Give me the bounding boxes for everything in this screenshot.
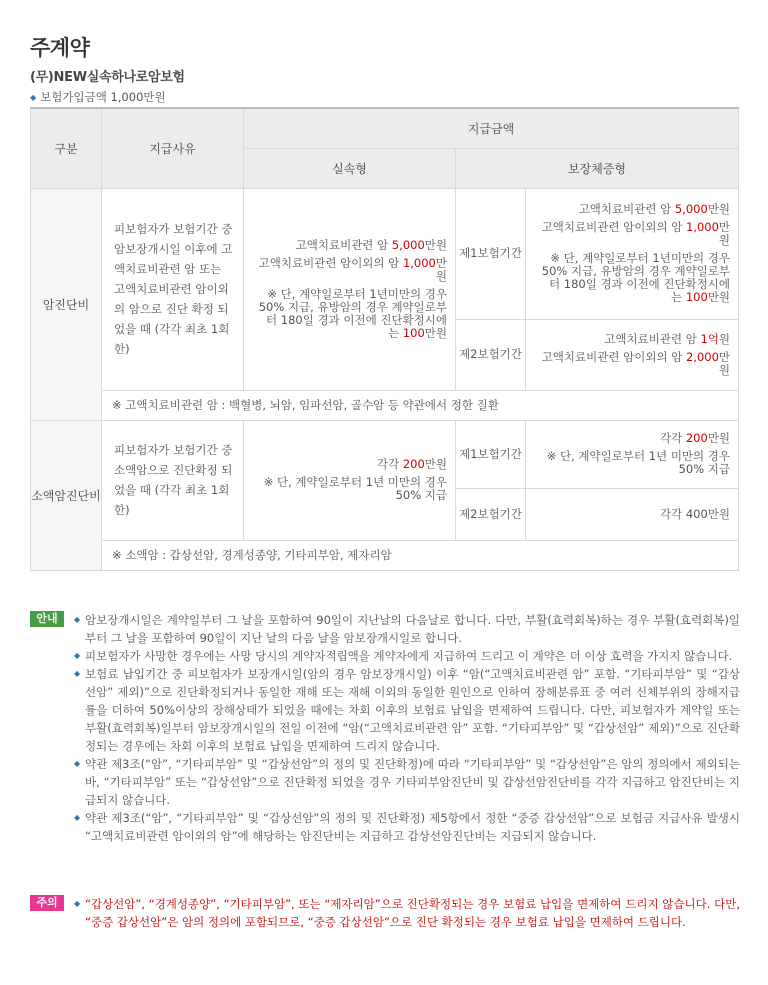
- cancer-silsok-amount: [244, 188, 456, 390]
- header-bojang: 보장체증형: [456, 148, 739, 188]
- diamond-bullet-icon: ◆: [74, 759, 81, 768]
- minor-footnote: ※ 소액암 : 갑상선암, 경계성종양, 기타피부암, 제자리암: [102, 540, 739, 570]
- list-item: ◆ “갑상선암”, “경계성종양”, “기타피부암”, 또는 “제자리암”으로 진단확정되는 경우 보험료 납입을 면제하여 드리지 않습니다. 다만, “중증 갑상선암”은 암의 정의에 포함되므로, “중증 갑상선암”으로 진단 확정되는 경우 보험료 납입을 면제하여 드립니다.: [74, 897, 740, 929]
- caution-list: [74, 895, 740, 931]
- minor-period2-amount: 각각 400만원: [526, 488, 739, 540]
- list-item: ◆ 피보험자가 사망한 경우에는 사망 당시의 계약자적립액을 계약자에게 지급하여 드리고 이 계약은 더 이상 효력을 가지지 않습니다.: [74, 649, 733, 663]
- minor-silsok-amount: [244, 420, 456, 540]
- cancer-reason: 피보험자가 보험기간 중 암보장개시일 이후에 고액치료비관련 암 또는 고액치료비관련 암이외의 암으로 진단 확정 되었을 때 (각각 최초 1회한): [102, 188, 244, 390]
- insured-amount: [30, 89, 166, 105]
- benefit-table: [30, 107, 739, 571]
- cancer-silsok-note: ※ 단, 계약일로부터 1년미만의 경우 50% 지급, 유방암의 경우 계약일로부터 180일 경과 이전에 진단확정시에는 100만원: [258, 286, 447, 340]
- cancer-footnote: ※ 고액치료비관련 암 : 백혈병, 뇌암, 임파선암, 골수암 등 약관에서 정한 질환: [102, 390, 739, 420]
- cancer-silsok-line2: 고액치료비관련 암이외의 암 1,000만원: [258, 255, 447, 283]
- notice-section: [30, 611, 740, 845]
- cancer-period1-amount: [526, 188, 739, 319]
- caution-tag: 주의: [30, 895, 64, 911]
- cancer-silsok-line1: 고액치료비관련 암 5,000만원: [295, 237, 447, 252]
- insured-amount-text: 보험가입금액 1,000만원: [40, 90, 166, 104]
- list-item: ◆ 보험료 납입기간 중 피보험자가 보장개시일(암의 경우 암보장개시일) 이후 “암(“고액치료비관련 암” 포함. “기타피부암” 및 “갑상선암” 제외)”으로 진단확정되거나 동일한 재해 또는 재해 이외의 동일한 원인으로 인하여 장해분류표 중 여러 신체부위의 장해지급률을 더하여 50%이상의 장해상태가 되었을 때에는 차회 이후의 보험료 납입을 면제하여 드립니다. 다만, 피보험자가 계약일 또는 부활(효력회복)일부터 암보장개시일의 전일 이전에 “암(“고액치료비관련 암” 포함. “기타피부암” 및 “갑상선암” 제외)”으로 진단확정되는 경우에는 차회 이후의 보험료 납입을 면제하여 드리지 않습니다.: [74, 667, 740, 753]
- cancer-period1-line2: 고액치료비관련 암이외의 암 1,000만원: [541, 220, 731, 247]
- product-name: (무)NEW실속하나로암보험: [30, 70, 185, 85]
- header-reason: 지급사유: [102, 108, 244, 188]
- diamond-bullet-icon: ◆: [74, 669, 81, 678]
- minor-silsok-line1: 각각 200만원: [376, 457, 447, 471]
- minor-period2-label: 제2보험기간: [456, 488, 526, 540]
- list-item: ◆ 약관 제3조(“암”, “기타피부암” 및 “갑상선암”의 정의 및 진단확정)에 따라 “기타피부암” 및 “갑상선암”은 암의 정의에서 제외되는 바, “기타피부암” 또는 “갑상선암”으로 진단확정 되었을 경우 기타피부암진단비 및 갑상선암진단비를 각각 지급하고 암진단비는 지급되지 않습니다.: [74, 757, 740, 807]
- notice-list: [74, 611, 740, 845]
- minor-period1-note: ※ 단, 계약일로부터 1년 미만의 경우 50% 지급: [546, 449, 731, 476]
- diamond-bullet-icon: ◆: [74, 899, 81, 908]
- list-item: ◆ 약관 제3조(“암”, “기타피부암” 및 “갑상선암”의 정의 및 진단확정) 제5항에서 정한 “중증 갑상선암”으로 보험금 지급사유 발생시 “고액치료비관련 암이외의 암”에 해당하는 암진단비는 지급하고 갑상선암진단비는 지급되지 않습니다.: [74, 811, 740, 843]
- header-silsok: 실속형: [244, 148, 456, 188]
- page-title: 주계약: [30, 36, 90, 60]
- cancer-period1-note: ※ 단, 계약일로부터 1년미만의 경우 50% 지급, 유방암의 경우 계약일로부터 180일 경과 이전에 진단확정시에는 100만원: [541, 251, 731, 304]
- diamond-bullet-icon: ◆: [74, 615, 81, 624]
- header-payment: 지급금액: [244, 108, 739, 148]
- cancer-period1-label: 제1보험기간: [456, 188, 526, 319]
- minor-silsok-note: ※ 단, 계약일로부터 1년 미만의 경우 50% 지급: [263, 475, 447, 502]
- cancer-period2-line2: 고액치료비관련 암이외의 암 2,000만원: [541, 349, 731, 377]
- minor-reason: 피보험자가 보험기간 중 소액암으로 진단확정 되었을 때 (각각 최초 1회한): [102, 420, 244, 540]
- diamond-bullet-icon: ◆: [74, 813, 81, 822]
- cancer-period2-line1: 고액치료비관련 암 1억원: [604, 331, 731, 346]
- cancer-period2-amount: [526, 319, 739, 390]
- minor-period1-label: 제1보험기간: [456, 420, 526, 488]
- cancer-period2-label: 제2보험기간: [456, 319, 526, 390]
- minor-period1-amount: [526, 420, 739, 488]
- notice-tag: 안내: [30, 611, 64, 627]
- header-category: 구분: [31, 108, 102, 188]
- caution-section: [30, 895, 740, 931]
- diamond-bullet-icon: ◆: [74, 651, 81, 660]
- cancer-period1-line1: 고액치료비관련 암 5,000만원: [578, 202, 731, 216]
- row-cancer-label: 암진단비: [31, 188, 102, 420]
- list-item: ◆ 암보장개시일은 계약일부터 그 날을 포함하여 90일이 지난날의 다음날로 합니다. 다만, 부활(효력회복)하는 경우 부활(효력회복)일부터 그 날을 포함하여 90일이 지난 날의 다음 날을 암보장개시일로 합니다.: [74, 613, 740, 645]
- row-minor-label: 소액암진단비: [31, 420, 102, 570]
- diamond-bullet-icon: ◆: [30, 93, 37, 102]
- minor-period1-line1: 각각 200만원: [659, 431, 731, 445]
